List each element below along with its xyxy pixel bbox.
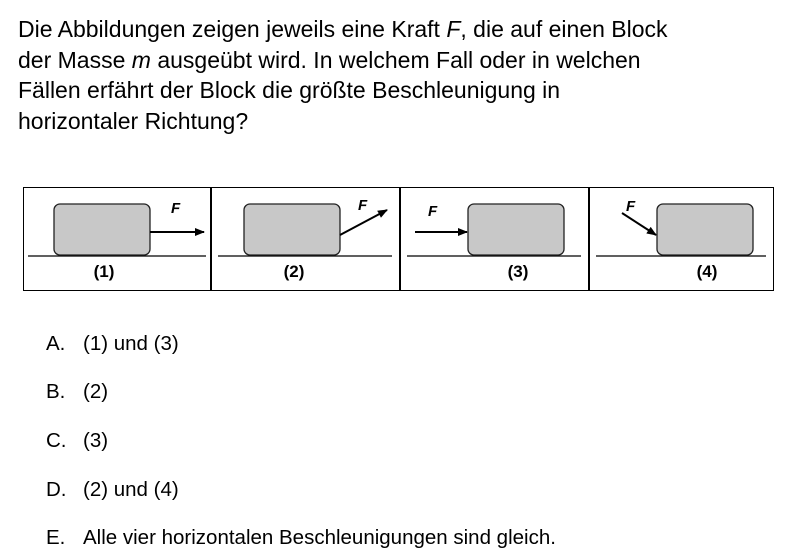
option-letter: A. bbox=[46, 332, 66, 355]
mass-variable: m bbox=[131, 46, 151, 73]
diagram-panel-4 bbox=[590, 188, 773, 289]
force-label-3: F bbox=[428, 203, 438, 220]
question-line-1: Die Abbildungen zeigen jeweils eine Kraft F, die auf einen Block bbox=[18, 16, 668, 42]
panel-caption-4: (4) bbox=[696, 262, 718, 281]
option-text: (3) bbox=[83, 429, 109, 452]
force-label-1: F bbox=[171, 200, 181, 217]
question-line-4: horizontaler Richtung? bbox=[18, 107, 249, 134]
question-line-2: der Masse m ausgeübt wird. In welchem Fall oder in welchen bbox=[18, 46, 641, 73]
panel-caption-2: (2) bbox=[283, 262, 305, 281]
answer-option-a[interactable] bbox=[46, 332, 179, 356]
option-letter: D. bbox=[46, 478, 67, 501]
question-line-3: Fällen erfährt der Block die größte Beschleunigung in bbox=[18, 77, 561, 103]
block bbox=[468, 204, 564, 255]
diagram-panel-2 bbox=[212, 188, 400, 289]
panel-caption-3: (3) bbox=[507, 262, 529, 281]
answer-option-e[interactable] bbox=[46, 526, 556, 550]
option-text: Alle vier horizontalen Beschleunigungen sind gleich. bbox=[83, 526, 556, 549]
option-text: (2) bbox=[83, 380, 109, 403]
panel-caption-1: (1) bbox=[93, 262, 115, 281]
block bbox=[657, 204, 753, 255]
diagram-panel-3 bbox=[401, 188, 589, 289]
force-label-2: F bbox=[358, 197, 368, 214]
option-text: (1) und (3) bbox=[83, 332, 179, 355]
option-letter: E. bbox=[46, 526, 66, 549]
force-diagram-strip bbox=[23, 187, 774, 291]
option-letter: C. bbox=[46, 429, 67, 452]
force-label-4: F bbox=[626, 198, 636, 215]
option-text: (2) und (4) bbox=[83, 478, 179, 501]
panel-4-drawing bbox=[590, 188, 773, 289]
answer-option-d[interactable] bbox=[46, 478, 179, 502]
diagram-panel-1 bbox=[24, 188, 211, 289]
block bbox=[244, 204, 340, 255]
force-variable: F bbox=[446, 16, 461, 42]
question-text bbox=[18, 14, 793, 136]
block bbox=[54, 204, 150, 255]
answer-option-b[interactable] bbox=[46, 380, 108, 404]
force-arrow bbox=[622, 213, 656, 235]
option-letter: B. bbox=[46, 380, 66, 403]
answer-option-c[interactable] bbox=[46, 429, 108, 453]
